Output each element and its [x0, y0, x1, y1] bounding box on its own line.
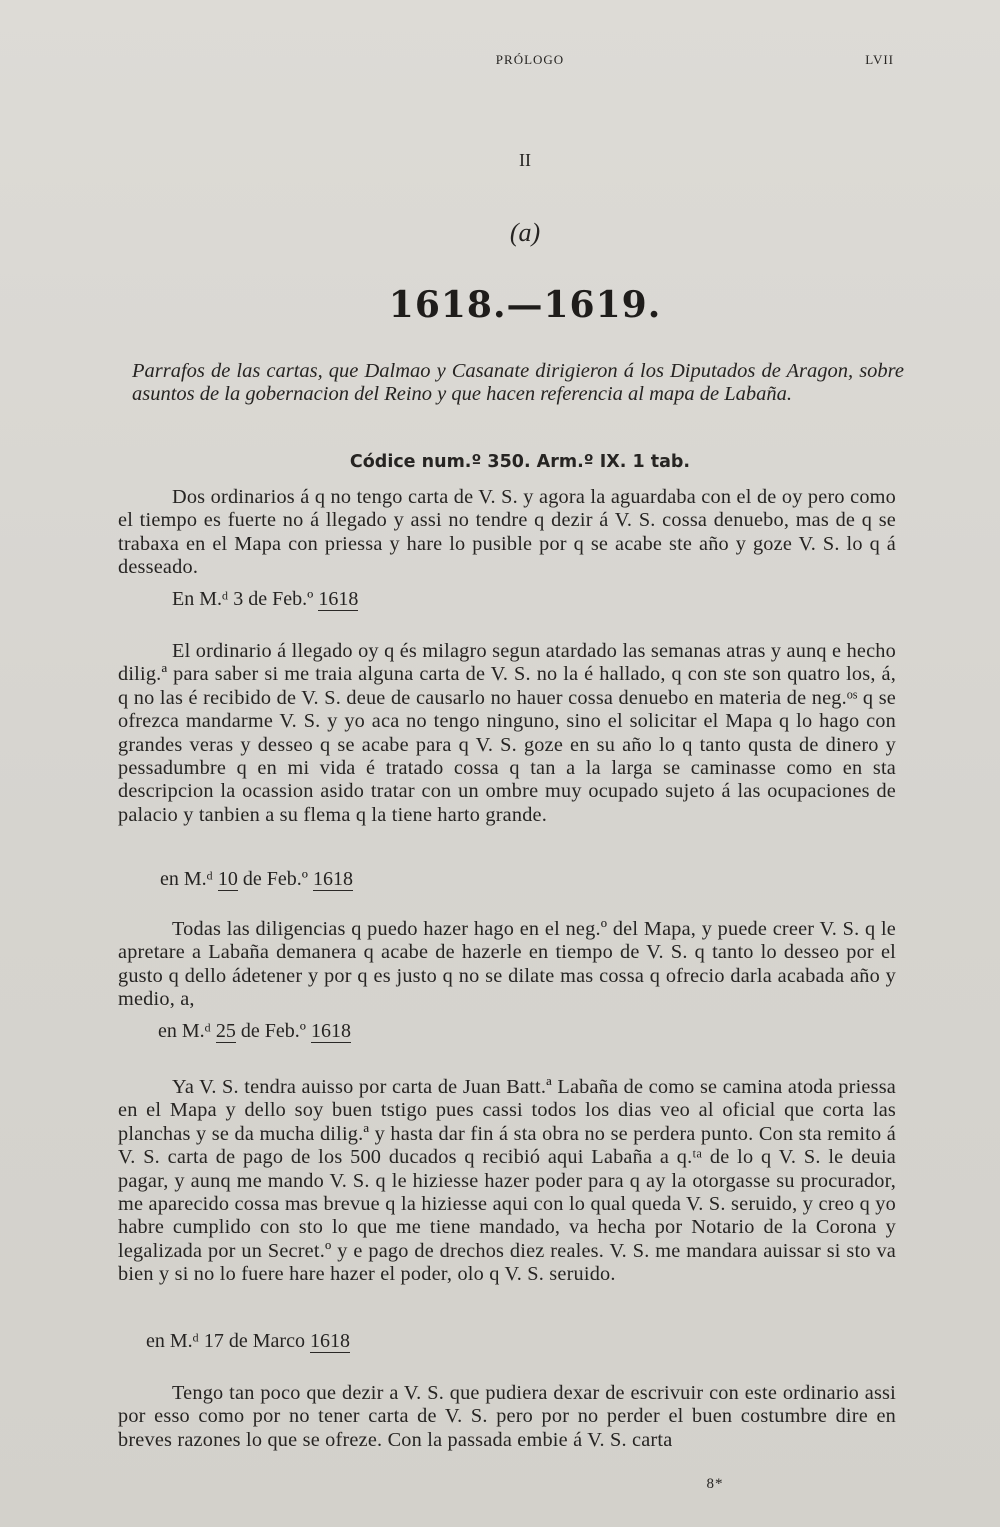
subsection-label: (a) — [509, 218, 541, 247]
dateline-prefix: en M.ᵈ 17 de Marco — [146, 1330, 310, 1352]
dateline-day: 25 — [215, 1020, 236, 1042]
dateline-prefix: en M.ᵈ — [160, 868, 218, 890]
letter-dateline-4 — [146, 1330, 350, 1353]
dateline-year: 1618 — [312, 868, 353, 890]
page-number: LVII — [865, 52, 894, 67]
letter-paragraph-1 — [118, 486, 896, 580]
dateline-year: 1618 — [309, 1330, 350, 1352]
dateline-year: 1618 — [318, 588, 359, 610]
running-title: PRÓLOGO — [495, 52, 565, 67]
letter-text: Dos ordinarios á q no tengo carta de V. S. y agora la aguardaba con el de oy pero como el tiempo es fuerte no á llegado y assi no tendre q dezir á V. S. cossa denuebo, mas de q se trabaxa en el Mapa con priessa y hare lo pusible por q se acabe ste año y goze V. S. lo q á desseado. — [118, 486, 896, 579]
letter-paragraph-3 — [118, 918, 896, 1012]
printer-signature-mark: 8* — [706, 1476, 724, 1492]
letter-paragraph-4 — [118, 1076, 896, 1287]
letter-paragraph-2 — [118, 640, 896, 827]
letter-text: Todas las diligencias q puedo hazer hago en el neg.º del Mapa, y puede creer V. S. q le apretare a Labaña demanera q acabe de hazerle en tiempo de V. S. q tanto lo desseo por el gusto q dello ádetener y por q es justo q no se dilate mas cossa q ofrecio darla acabada año y medio, a, — [118, 918, 896, 1011]
letter-dateline-3 — [158, 1020, 351, 1043]
section-number: II — [519, 150, 531, 170]
codex-reference: Códice num.º 350. Arm.º IX. 1 tab. — [349, 452, 691, 472]
letter-dateline-1 — [172, 588, 358, 611]
dateline-month: de Feb.º — [237, 868, 313, 890]
intro-paragraph: Parrafos de las cartas, que Dalmao y Casanate dirigieron á los Diputados de Aragon, sobre asuntos de la gobernacion del Reino y que hacen referencia al mapa de Labaña. — [132, 360, 904, 405]
dateline-year: 1618 — [310, 1020, 351, 1042]
letter-paragraph-5 — [118, 1382, 896, 1452]
letter-text: El ordinario á llegado oy q és milagro segun atardado las semanas atras y aunq e hecho dilig.ª para saber si me traia alguna carta de V. S. no la é hallado, q con ste son quatro los, á, q no las é recibido de V. S. deue de causarlo no hauer cossa denuebo en materia de neg.ᵒˢ q se ofrezca mandarme V. S. y yo aca no tengo ninguno, sino el solicitar el Mapa q lo hago con grandes veras y desseo q se acabe para q V. S. goze en su año lo q tanto qusta de dinero y pessadumbre q en mi vida é tratado cossa q tan a la larga se caminasse como en sta descripcion la ocassion asido tratar con un ombre muy ocupado sujeto á las ocupaciones de palacio y tanbien a su flema q la tiene harto grande. — [118, 640, 896, 826]
letter-text: Ya V. S. tendra auisso por carta de Juan Batt.ª Labaña de como se camina atoda priessa en el Mapa y dello soy buen tstigo pues cassi todos los dias veo al oficial que corta las planchas y se da mucha dilig.ª y hasta dar fin á sta obra no se perdera punto. Con sta remito á V. S. carta de pago de los 500 ducados q recibió aqui Labaña a q.ᵗᵃ de lo q V. S. le deuia pagar, y aunq me mando V. S. q le hiziesse hazer poder para q ay la otorgasse su procurador, me aparecido cossa mas brevue q la hiziesse aqui con lo qual queda V. S. seruido, y creo q yo habre cumplido con sto lo que me tiene mandado, va hecha por Notario de la Corona y legalizada por un Secret.º y e pago de drechos diez reales. V. S. me mandara auissar si sto va bien y si no lo fuere hare hazer el poder, olo q V. S. seruido. — [118, 1076, 896, 1286]
letter-text: Tengo tan poco que dezir a V. S. que pudiera dexar de escrivuir con este ordinario assi por esso como por no tener carta de V. S. pero por no perder el buen costumbre dire en breves razones lo que se ofreze. Con la passada embie á V. S. carta — [118, 1382, 896, 1451]
dateline-day: 10 — [217, 868, 238, 890]
dateline-prefix: En M.ᵈ 3 de Feb.º — [172, 588, 319, 610]
letter-dateline-2 — [160, 868, 353, 891]
running-head — [0, 52, 1000, 72]
dateline-prefix: en M.ᵈ — [158, 1020, 216, 1042]
year-range-heading: 1618.—1619. — [388, 284, 662, 326]
dateline-month: de Feb.º — [235, 1020, 311, 1042]
